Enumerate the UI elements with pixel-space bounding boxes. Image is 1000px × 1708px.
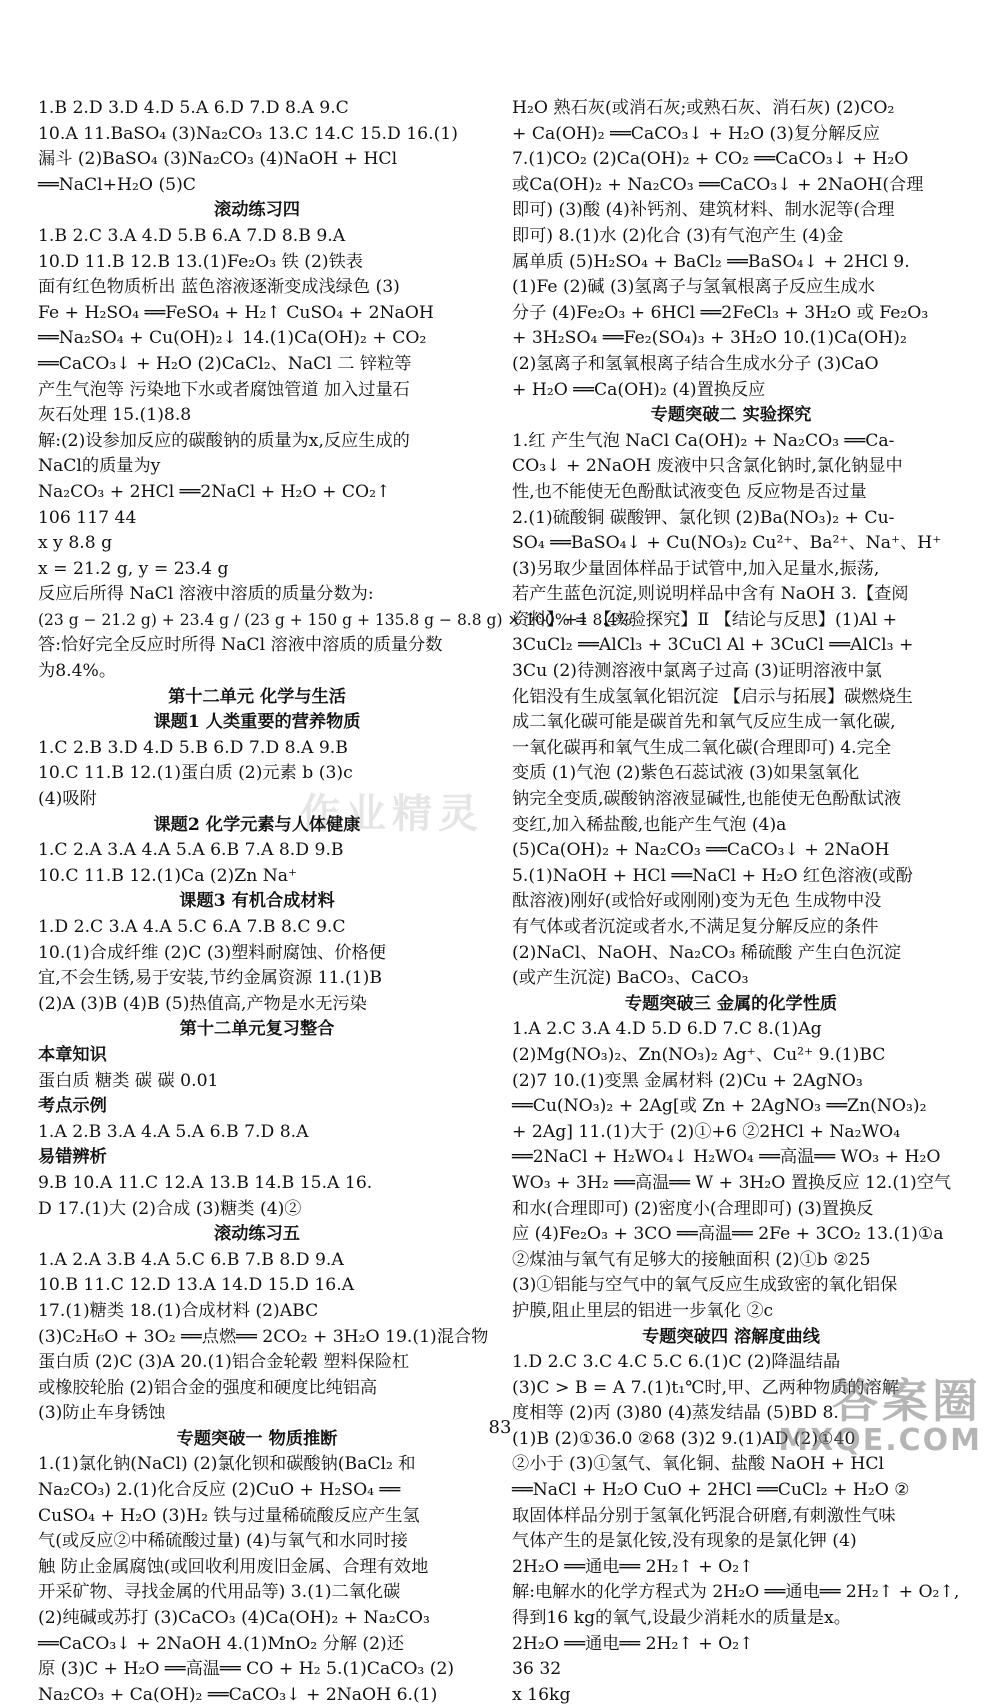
answer-line: + 3H₂SO₄ ══Fe₂(SO₄)₃ + 3H₂O 10.(1)Ca(OH)₂: [512, 328, 907, 349]
answer-line: 分子 (4)Fe₂O₃ + 6HCl ══2FeCl₃ + 3H₂O 或 Fe₂O₃: [512, 302, 929, 323]
answer-line: 度相等 (2)丙 (3)80 (4)蒸发结晶 (5)BD 8.: [512, 1403, 839, 1424]
answer-line: CuSO₄ + H₂O (3)H₂ 铁与过量稀硫酸反应产生氢: [38, 1505, 420, 1526]
answer-line: 1.红 产生气泡 NaCl Ca(OH)₂ + Na₂CO₃ ══Ca-: [512, 430, 895, 451]
answer-line: ②煤油与氧气有足够大的接触面积 (2)①b ②25: [512, 1249, 871, 1270]
answer-line: 宜,不会生锈,易于安装,节约金属资源 11.(1)B: [38, 968, 382, 989]
answer-line: 气体产生的是氯化铵,没有现象的是氯化钾 (4): [512, 1531, 857, 1552]
answer-line: D 17.(1)大 (2)合成 (3)糖类 (4)②: [38, 1198, 302, 1219]
answer-line: 触 防止金属腐蚀(或回收利用废旧金属、合理有效地: [38, 1556, 429, 1577]
answer-line: 漏斗 (2)BaSO₄ (3)Na₂CO₃ (4)NaOH + HCl: [38, 149, 398, 170]
answer-line: (1)B (2)①36.0 ②68 (3)2 9.(1)AD (2)①40: [512, 1428, 856, 1449]
answer-line: ══Na₂SO₄ + Cu(OH)₂↓ 14.(1)Ca(OH)₂ + CO₂: [38, 328, 427, 349]
answer-line: 护膜,阻止里层的铝进一步氧化 ②c: [512, 1300, 774, 1321]
answer-line: 1.A 2.A 3.B 4.A 5.C 6.B 7.B 8.D 9.A: [38, 1249, 344, 1270]
answer-line: (2)NaCl、NaOH、Na₂CO₃ 稀硫酸 产生白色沉淀: [512, 942, 901, 963]
answer-line: 解:电解水的化学方程式为 2H₂O ══通电══ 2H₂↑ + O₂↑,: [512, 1582, 960, 1603]
answer-line: (3)C₂H₆O + 3O₂ ══点燃══ 2CO₂ + 3H₂O 19.(1)混合物: [38, 1326, 489, 1347]
section-heading: 考点示例: [38, 1096, 107, 1117]
answer-line: 资料】+1 【实验探究】Ⅱ 【结论与反思】(1)Al +: [512, 609, 898, 630]
answer-line: (或产生沉淀) BaCO₃、CaCO₃: [512, 968, 749, 989]
answer-line: + 2Ag] 11.(1)大于 (2)①+6 ②2HCl + Na₂WO₄: [512, 1121, 901, 1142]
answer-line: (2)纯碱或苏打 (3)CaCO₃ (4)Ca(OH)₂ + Na₂CO₃: [38, 1608, 430, 1629]
answer-line: (2)A (3)B (4)B (5)热值高,产物是水无污染: [38, 993, 367, 1014]
answer-line: 1.B 2.C 3.A 4.D 5.B 6.A 7.D 8.B 9.A: [38, 225, 346, 246]
answer-line: 一氧化碳再和氧气生成二氧化碳(合理即可) 4.完全: [512, 737, 892, 758]
answer-line: (3)C > B = A 7.(1)t₁℃时,甲、乙两种物质的溶解: [512, 1377, 899, 1398]
answer-line: (23 g − 21.2 g) + 23.4 g / (23 g + 150 g + 135.8 g − 8.8 g) × 100% = 8.4%: [38, 610, 632, 629]
page-number: 83: [488, 1417, 512, 1438]
answer-line: 性,也不能使无色酚酞试液变色 反应物是否过量: [512, 481, 867, 502]
section-heading: 专题突破四 溶解度曲线: [642, 1326, 820, 1347]
answer-line: 或橡胶轮胎 (2)铝合金的强度和硬度比纯铝高: [38, 1377, 378, 1398]
answer-line: 或Ca(OH)₂ + Na₂CO₃ ══CaCO₃↓ + 2NaOH(合理: [512, 174, 924, 195]
answer-line: 开采矿物、寻找金属的代用品等) 3.(1)二氧化碳: [38, 1582, 401, 1603]
answer-line: 10.C 11.B 12.(1)蛋白质 (2)元素 b (3)c: [38, 763, 353, 784]
answer-line: 1.C 2.A 3.A 4.A 5.A 6.B 7.A 8.D 9.B: [38, 840, 344, 861]
answer-line: 5.(1)NaOH + HCl ══NaCl + H₂O 红色溶液(或酚: [512, 865, 913, 886]
answer-line: 酞溶液)刚好(或恰好或刚刚)变为无色 生成物中没: [512, 891, 882, 912]
answer-line: 1.C 2.B 3.D 4.D 5.B 6.D 7.D 8.A 9.B: [38, 737, 348, 758]
answer-line: 蛋白质 糖类 碳 碳 0.01: [38, 1070, 219, 1091]
section-heading: 滚动练习五: [214, 1224, 300, 1245]
answer-line: 1.D 2.C 3.A 4.A 5.C 6.A 7.B 8.C 9.C: [38, 917, 346, 937]
answer-line: (1)Fe (2)碱 (3)氢离子与氢氧根离子反应生成水: [512, 277, 875, 298]
section-heading: 第十二单元复习整合: [179, 1019, 335, 1040]
answer-line: 1.B 2.D 3.D 4.D 5.A 6.D 7.D 8.A 9.C: [38, 98, 349, 118]
answer-line: 1.D 2.C 3.C 4.C 5.C 6.(1)C (2)降温结晶: [512, 1352, 841, 1373]
answer-line: 面有红色物质析出 蓝色溶液逐渐变成浅绿色 (3): [38, 277, 400, 298]
answer-line: 3CuCl₂ ══AlCl₃ + 3CuCl Al + 3CuCl ══AlCl₃ +: [512, 635, 914, 656]
section-heading: 课题3 有机合成材料: [179, 891, 335, 912]
answer-line: 取固体样品分别于氢氧化钙混合研磨,有刺激性气味: [512, 1505, 896, 1526]
answer-line: 钠完全变质,碳酸钠溶液显碱性,也能使无色酚酞试液: [512, 789, 902, 810]
answer-line: ══2NaCl + H₂WO₄↓ H₂WO₄ ══高温══ WO₃ + H₂O: [512, 1147, 941, 1168]
answer-line: 7.(1)CO₂ (2)Ca(OH)₂ + CO₂ ══CaCO₃↓ + H₂O: [512, 149, 909, 170]
answer-line: 1.A 2.C 3.A 4.D 5.D 6.D 7.C 8.(1)Ag: [512, 1019, 822, 1040]
watermark-url: MXQE.COM: [778, 1423, 982, 1458]
answer-line: 10.(1)合成纤维 (2)C (3)塑料耐腐蚀、价格便: [38, 942, 386, 963]
answer-line: 答:恰好完全反应时所得 NaCl 溶液中溶质的质量分数: [38, 635, 443, 656]
section-heading: 本章知识: [38, 1044, 107, 1065]
watermark-title: 答案圈: [832, 1374, 982, 1428]
answer-line: 有气体或者沉淀或者水,不满足复分解反应的条件: [512, 917, 879, 937]
answer-line: ══CaCO₃↓ + 2NaOH 4.(1)MnO₂ 分解 (2)还: [38, 1633, 404, 1654]
answer-line: Na₂CO₃ + Ca(OH)₂ ══CaCO₃↓ + 2NaOH 6.(1): [38, 1684, 438, 1705]
answer-line: 产生气泡等 污染地下水或者腐蚀管道 加入过量石: [38, 379, 410, 400]
answer-line: ══CaCO₃↓ + H₂O (2)CaCl₂、NaCl 二 锌粒等: [38, 353, 412, 374]
faint-stamp: 作业精灵: [300, 791, 484, 837]
answer-line: 1.A 2.B 3.A 4.A 5.A 6.B 7.D 8.A: [38, 1121, 309, 1142]
section-heading: 课题2 化学元素与人体健康: [153, 814, 361, 835]
answer-line: (2)Mg(NO₃)₂、Zn(NO₃)₂ Ag⁺、Cu²⁺ 9.(1)BC: [512, 1044, 886, 1065]
answer-line: H₂O 熟石灰(或消石灰;或熟石灰、消石灰) (2)CO₂: [512, 98, 895, 118]
answer-line: + H₂O ══Ca(OH)₂ (4)置换反应: [512, 379, 766, 400]
answer-line: 变红,加入稀盐酸,也能产生气泡 (4)a: [512, 814, 787, 835]
answer-line: 106 117 44: [38, 507, 137, 528]
section-heading: 第十二单元 化学与生活: [168, 686, 346, 707]
answer-line: 17.(1)糖类 18.(1)合成材料 (2)ABC: [38, 1300, 319, 1321]
answer-line: 成二氧化碳可能是碳首先和氧气反应生成一氧化碳,: [512, 712, 896, 733]
answer-line: (3)另取少量固体样品于试管中,加入足量水,振荡,: [512, 558, 880, 579]
answer-line: 灰石处理 15.(1)8.8: [38, 405, 192, 426]
answer-line: (2)7 10.(1)变黑 金属材料 (2)Cu + 2AgNO₃: [512, 1070, 863, 1091]
answer-line: (3)防止车身锈蚀: [38, 1403, 166, 1424]
section-heading: 课题1 人类重要的营养物质: [153, 712, 361, 733]
answer-line: WO₃ + 3H₂ ══高温══ W + 3H₂O 置换反应 12.(1)空气: [512, 1172, 952, 1193]
answer-line: NaCl的质量为y: [38, 456, 161, 477]
answer-line: x y 8.8 g: [38, 533, 113, 554]
answer-line: (4)吸附: [38, 789, 97, 810]
answer-line: ②小于 (3)①氢气、氧化铜、盐酸 NaOH + HCl: [512, 1454, 885, 1475]
answer-line: CO₃↓ + 2NaOH 废液中只含氯化钠时,氯化钠显中: [512, 456, 903, 477]
answer-line: 36 32: [512, 1659, 562, 1680]
answer-line: 为8.4%。: [38, 661, 117, 682]
answer-line: 属单质 (5)H₂SO₄ + BaCl₂ ══BaSO₄↓ + 2HCl 9.: [512, 251, 910, 272]
section-heading: 专题突破三 金属的化学性质: [624, 993, 838, 1014]
answer-line: Fe + H₂SO₄ ══FeSO₄ + H₂↑ CuSO₄ + 2NaOH: [38, 302, 434, 323]
answer-line: 10.B 11.C 12.D 13.A 14.D 15.D 16.A: [38, 1275, 355, 1296]
answer-line: 气(或反应②中稀硫酸过量) (4)与氧气和水同时接: [38, 1531, 408, 1552]
answer-line: 化铝没有生成氢氧化铝沉淀 【启示与拓展】碳燃烧生: [512, 686, 913, 707]
answer-line: 解:(2)设参加反应的碳酸钠的质量为x,反应生成的: [38, 430, 410, 451]
answer-line: + Ca(OH)₂ ══CaCO₃↓ + H₂O (3)复分解反应: [512, 123, 880, 144]
section-heading: 专题突破二 实验探究: [650, 405, 812, 426]
answer-line: 10.C 11.B 12.(1)Ca (2)Zn Na⁺: [38, 865, 298, 886]
answer-line: 和水(合理即可) (2)密度小(合理即可) (3)置换反: [512, 1198, 874, 1219]
answer-line: Na₂CO₃) 2.(1)化合反应 (2)CuO + H₂SO₄ ══: [38, 1480, 401, 1501]
answer-line: SO₄ ══BaSO₄↓ + Cu(NO₃)₂ Cu²⁺、Ba²⁺、Na⁺、H⁺: [512, 533, 942, 554]
answer-line: 应 (4)Fe₂O₃ + 3CO ══高温══ 2Fe + 3CO₂ 13.(1)①a: [512, 1224, 944, 1245]
section-heading: 滚动练习四: [214, 200, 300, 221]
section-heading: 专题突破一 物质推断: [176, 1428, 338, 1449]
answer-line: 1.(1)氯化钠(NaCl) (2)氯化钡和碳酸钠(BaCl₂ 和: [38, 1454, 416, 1475]
answer-line: ══NaCl+H₂O (5)C: [38, 174, 196, 195]
answer-line: 3Cu (2)待测溶液中氯离子过高 (3)证明溶液中氯: [512, 661, 882, 682]
answer-line: 蛋白质 (2)C (3)A 20.(1)铝合金轮毂 塑料保险杠: [38, 1352, 410, 1373]
right-column: [512, 96, 960, 1708]
watermark-logo: [778, 1374, 982, 1458]
section-heading: 易错辨析: [38, 1147, 107, 1168]
answer-line: 10.A 11.BaSO₄ (3)Na₂CO₃ 13.C 14.C 15.D 16.(1): [38, 123, 458, 144]
answer-line: Na₂CO₃ + 2HCl ══2NaCl + H₂O + CO₂↑: [38, 481, 391, 502]
answer-line: (2)氢离子和氢氧根离子结合生成水分子 (3)CaO: [512, 353, 879, 374]
answer-line: ══NaCl + H₂O CuO + 2HCl ══CuCl₂ + H₂O ②: [512, 1480, 910, 1501]
answer-line: 即可) 8.(1)水 (2)化合 (3)有气泡产生 (4)金: [512, 225, 844, 246]
answer-line: ══Cu(NO₃)₂ + 2Ag[或 Zn + 2AgNO₃ ══Zn(NO₃)₂: [512, 1096, 927, 1117]
answer-line: 2H₂O ══通电══ 2H₂↑ + O₂↑: [512, 1556, 754, 1577]
answer-line: (5)Ca(OH)₂ + Na₂CO₃ ══CaCO₃↓ + 2NaOH: [512, 840, 890, 861]
answer-line: 反应后所得 NaCl 溶液中溶质的质量分数为:: [38, 584, 374, 605]
answer-line: 原 (3)C + H₂O ══高温══ CO + H₂ 5.(1)CaCO₃ (2): [38, 1659, 455, 1680]
answer-line: (3)①铝能与空气中的氧气反应生成致密的氧化铝保: [512, 1275, 898, 1296]
answer-line: 变质 (1)气泡 (2)紫色石蕊试液 (3)如果氢氧化: [512, 763, 860, 784]
answer-line: 得到16 kg的氧气,设最少消耗水的质量是x。: [512, 1608, 851, 1629]
answer-line: 10.D 11.B 12.B 13.(1)Fe₂O₃ 铁 (2)铁表: [38, 251, 363, 272]
answer-line: x = 21.2 g, y = 23.4 g: [38, 558, 229, 579]
answer-line: 若产生蓝色沉淀,则说明样品中含有 NaOH 3.【查阅: [512, 584, 909, 605]
answer-line: 9.B 10.A 11.C 12.A 13.B 14.B 15.A 16.: [38, 1172, 373, 1193]
answer-line: 即可) (3)酸 (4)补钙剂、建筑材料、制水泥等(合理: [512, 200, 895, 221]
answer-line: x 16kg: [512, 1684, 571, 1705]
answer-line: 2.(1)硫酸铜 碳酸钾、氯化钡 (2)Ba(NO₃)₂ + Cu-: [512, 507, 895, 528]
answer-line: 2H₂O ══通电══ 2H₂↑ + O₂↑: [512, 1633, 754, 1654]
